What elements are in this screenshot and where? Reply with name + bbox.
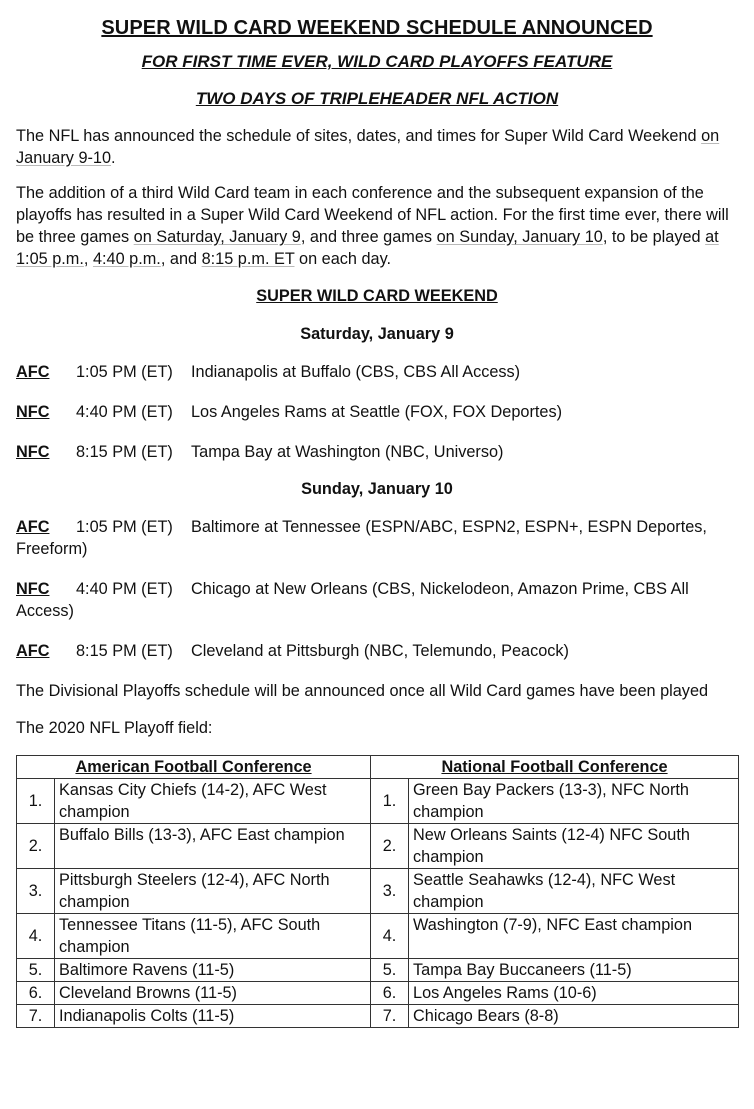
conference-label: AFC bbox=[16, 642, 50, 660]
nfc-team: Seattle Seahawks (12-4), NFC West champion bbox=[409, 869, 739, 914]
game-row bbox=[16, 640, 738, 662]
intro-paragraph-2 bbox=[16, 182, 738, 270]
table-row bbox=[17, 959, 739, 982]
game-row bbox=[16, 578, 738, 622]
nfc-team: Los Angeles Rams (10-6) bbox=[409, 982, 739, 1005]
game-description: Los Angeles Rams at Seattle (FOX, FOX Deportes) bbox=[191, 403, 563, 421]
seed-number: 3. bbox=[371, 869, 409, 914]
table-row bbox=[17, 982, 739, 1005]
intro-text: . bbox=[111, 149, 116, 167]
game-description: Indianapolis at Buffalo (CBS, CBS All Access) bbox=[191, 363, 521, 381]
nfc-team: Washington (7-9), NFC East champion bbox=[409, 914, 739, 959]
game-time: 8:15 PM (ET) bbox=[76, 642, 173, 660]
headline: SUPER WILD CARD WEEKEND SCHEDULE ANNOUNCED bbox=[101, 17, 653, 39]
seed-number: 2. bbox=[17, 824, 55, 869]
subhead-1: FOR FIRST TIME EVER, WILD CARD PLAYOFFS FEATURE bbox=[141, 52, 613, 71]
table-row bbox=[17, 779, 739, 824]
intro-text: The addition of a third Wild Card team in each conference and the subsequent expansion of the playoffs has resulted in a Super Wild Card Weekend of NFL action. For the first time ever, there will be three games bbox=[16, 184, 729, 246]
game-row bbox=[16, 361, 738, 383]
conference-label: NFC bbox=[16, 403, 50, 421]
subhead-2: TWO DAYS OF TRIPLEHEADER NFL ACTION bbox=[195, 89, 559, 108]
seed-number: 7. bbox=[371, 1005, 409, 1028]
afc-team: Baltimore Ravens (11-5) bbox=[55, 959, 371, 982]
seed-number: 4. bbox=[17, 914, 55, 959]
game-row bbox=[16, 441, 738, 463]
intro-text: , to be played bbox=[602, 228, 706, 246]
seed-number: 7. bbox=[17, 1005, 55, 1028]
afc-team: Pittsburgh Steelers (12-4), AFC North champion bbox=[55, 869, 371, 914]
date-link[interactable]: on January 9-10 bbox=[16, 127, 720, 167]
afc-team: Indianapolis Colts (11-5) bbox=[55, 1005, 371, 1028]
game-description: Chicago at New Orleans (CBS, Nickelodeon, Amazon Prime, CBS All Access) bbox=[16, 580, 689, 620]
date-link[interactable]: on Sunday, January 10 bbox=[436, 228, 603, 246]
table-row bbox=[17, 1005, 739, 1028]
game-row bbox=[16, 401, 738, 423]
section-title: SUPER WILD CARD WEEKEND bbox=[256, 287, 498, 305]
nfc-team: Green Bay Packers (13-3), NFC North champion bbox=[409, 779, 739, 824]
nfc-team: Tampa Bay Buccaneers (11-5) bbox=[409, 959, 739, 982]
game-time: 1:05 PM (ET) bbox=[76, 518, 173, 536]
nfc-team: New Orleans Saints (12-4) NFC South champion bbox=[409, 824, 739, 869]
afc-team: Cleveland Browns (11-5) bbox=[55, 982, 371, 1005]
intro-text: on each day. bbox=[294, 250, 392, 268]
game-time: 1:05 PM (ET) bbox=[76, 363, 173, 381]
game-description: Tampa Bay at Washington (NBC, Universo) bbox=[191, 443, 504, 461]
intro-paragraph-1 bbox=[16, 125, 738, 169]
divisional-note: The Divisional Playoffs schedule will be announced once all Wild Card games have been played bbox=[16, 682, 709, 700]
seed-number: 4. bbox=[371, 914, 409, 959]
seed-number: 6. bbox=[371, 982, 409, 1005]
afc-team: Buffalo Bills (13-3), AFC East champion bbox=[55, 824, 371, 869]
date-link[interactable]: on Saturday, January 9 bbox=[133, 228, 301, 246]
nfc-team: Chicago Bears (8-8) bbox=[409, 1005, 739, 1028]
table-row bbox=[17, 914, 739, 959]
conference-label: NFC bbox=[16, 580, 50, 598]
seed-number: 2. bbox=[371, 824, 409, 869]
game-description: Cleveland at Pittsburgh (NBC, Telemundo, Peacock) bbox=[191, 642, 569, 660]
intro-text: , and three games bbox=[300, 228, 437, 246]
game-time: 4:40 PM (ET) bbox=[76, 580, 173, 598]
afc-team: Tennessee Titans (11-5), AFC South champion bbox=[55, 914, 371, 959]
conference-label: AFC bbox=[16, 363, 50, 381]
day-title-saturday: Saturday, January 9 bbox=[300, 325, 454, 343]
game-time: 4:40 PM (ET) bbox=[76, 403, 173, 421]
intro-text: The NFL has announced the schedule of sites, dates, and times for Super Wild Card Weekend bbox=[16, 127, 702, 145]
intro-text: , and bbox=[160, 250, 202, 268]
time-link[interactable]: 8:15 p.m. ET bbox=[201, 250, 295, 268]
table-header-row bbox=[17, 756, 739, 779]
seed-number: 5. bbox=[371, 959, 409, 982]
day-title-sunday: Sunday, January 10 bbox=[301, 480, 453, 498]
seed-number: 3. bbox=[17, 869, 55, 914]
seed-number: 1. bbox=[371, 779, 409, 824]
document-page bbox=[16, 14, 738, 1028]
conference-label: NFC bbox=[16, 443, 50, 461]
nfc-header: National Football Conference bbox=[371, 756, 739, 779]
intro-text: , bbox=[83, 250, 93, 268]
time-link[interactable]: at 1:05 p.m. bbox=[16, 228, 719, 268]
seed-number: 6. bbox=[17, 982, 55, 1005]
seed-number: 1. bbox=[17, 779, 55, 824]
table-row bbox=[17, 824, 739, 869]
afc-header: American Football Conference bbox=[17, 756, 371, 779]
conference-label: AFC bbox=[16, 518, 50, 536]
playoff-field-table bbox=[16, 755, 739, 1028]
game-time: 8:15 PM (ET) bbox=[76, 443, 173, 461]
time-link[interactable]: 4:40 p.m. bbox=[92, 250, 161, 268]
playoff-field-title: The 2020 NFL Playoff field: bbox=[16, 719, 213, 737]
afc-team: Kansas City Chiefs (14-2), AFC West champion bbox=[55, 779, 371, 824]
table-row bbox=[17, 869, 739, 914]
game-description: Baltimore at Tennessee (ESPN/ABC, ESPN2, ESPN+, ESPN Deportes, Freeform) bbox=[16, 518, 707, 558]
game-row bbox=[16, 516, 738, 560]
seed-number: 5. bbox=[17, 959, 55, 982]
